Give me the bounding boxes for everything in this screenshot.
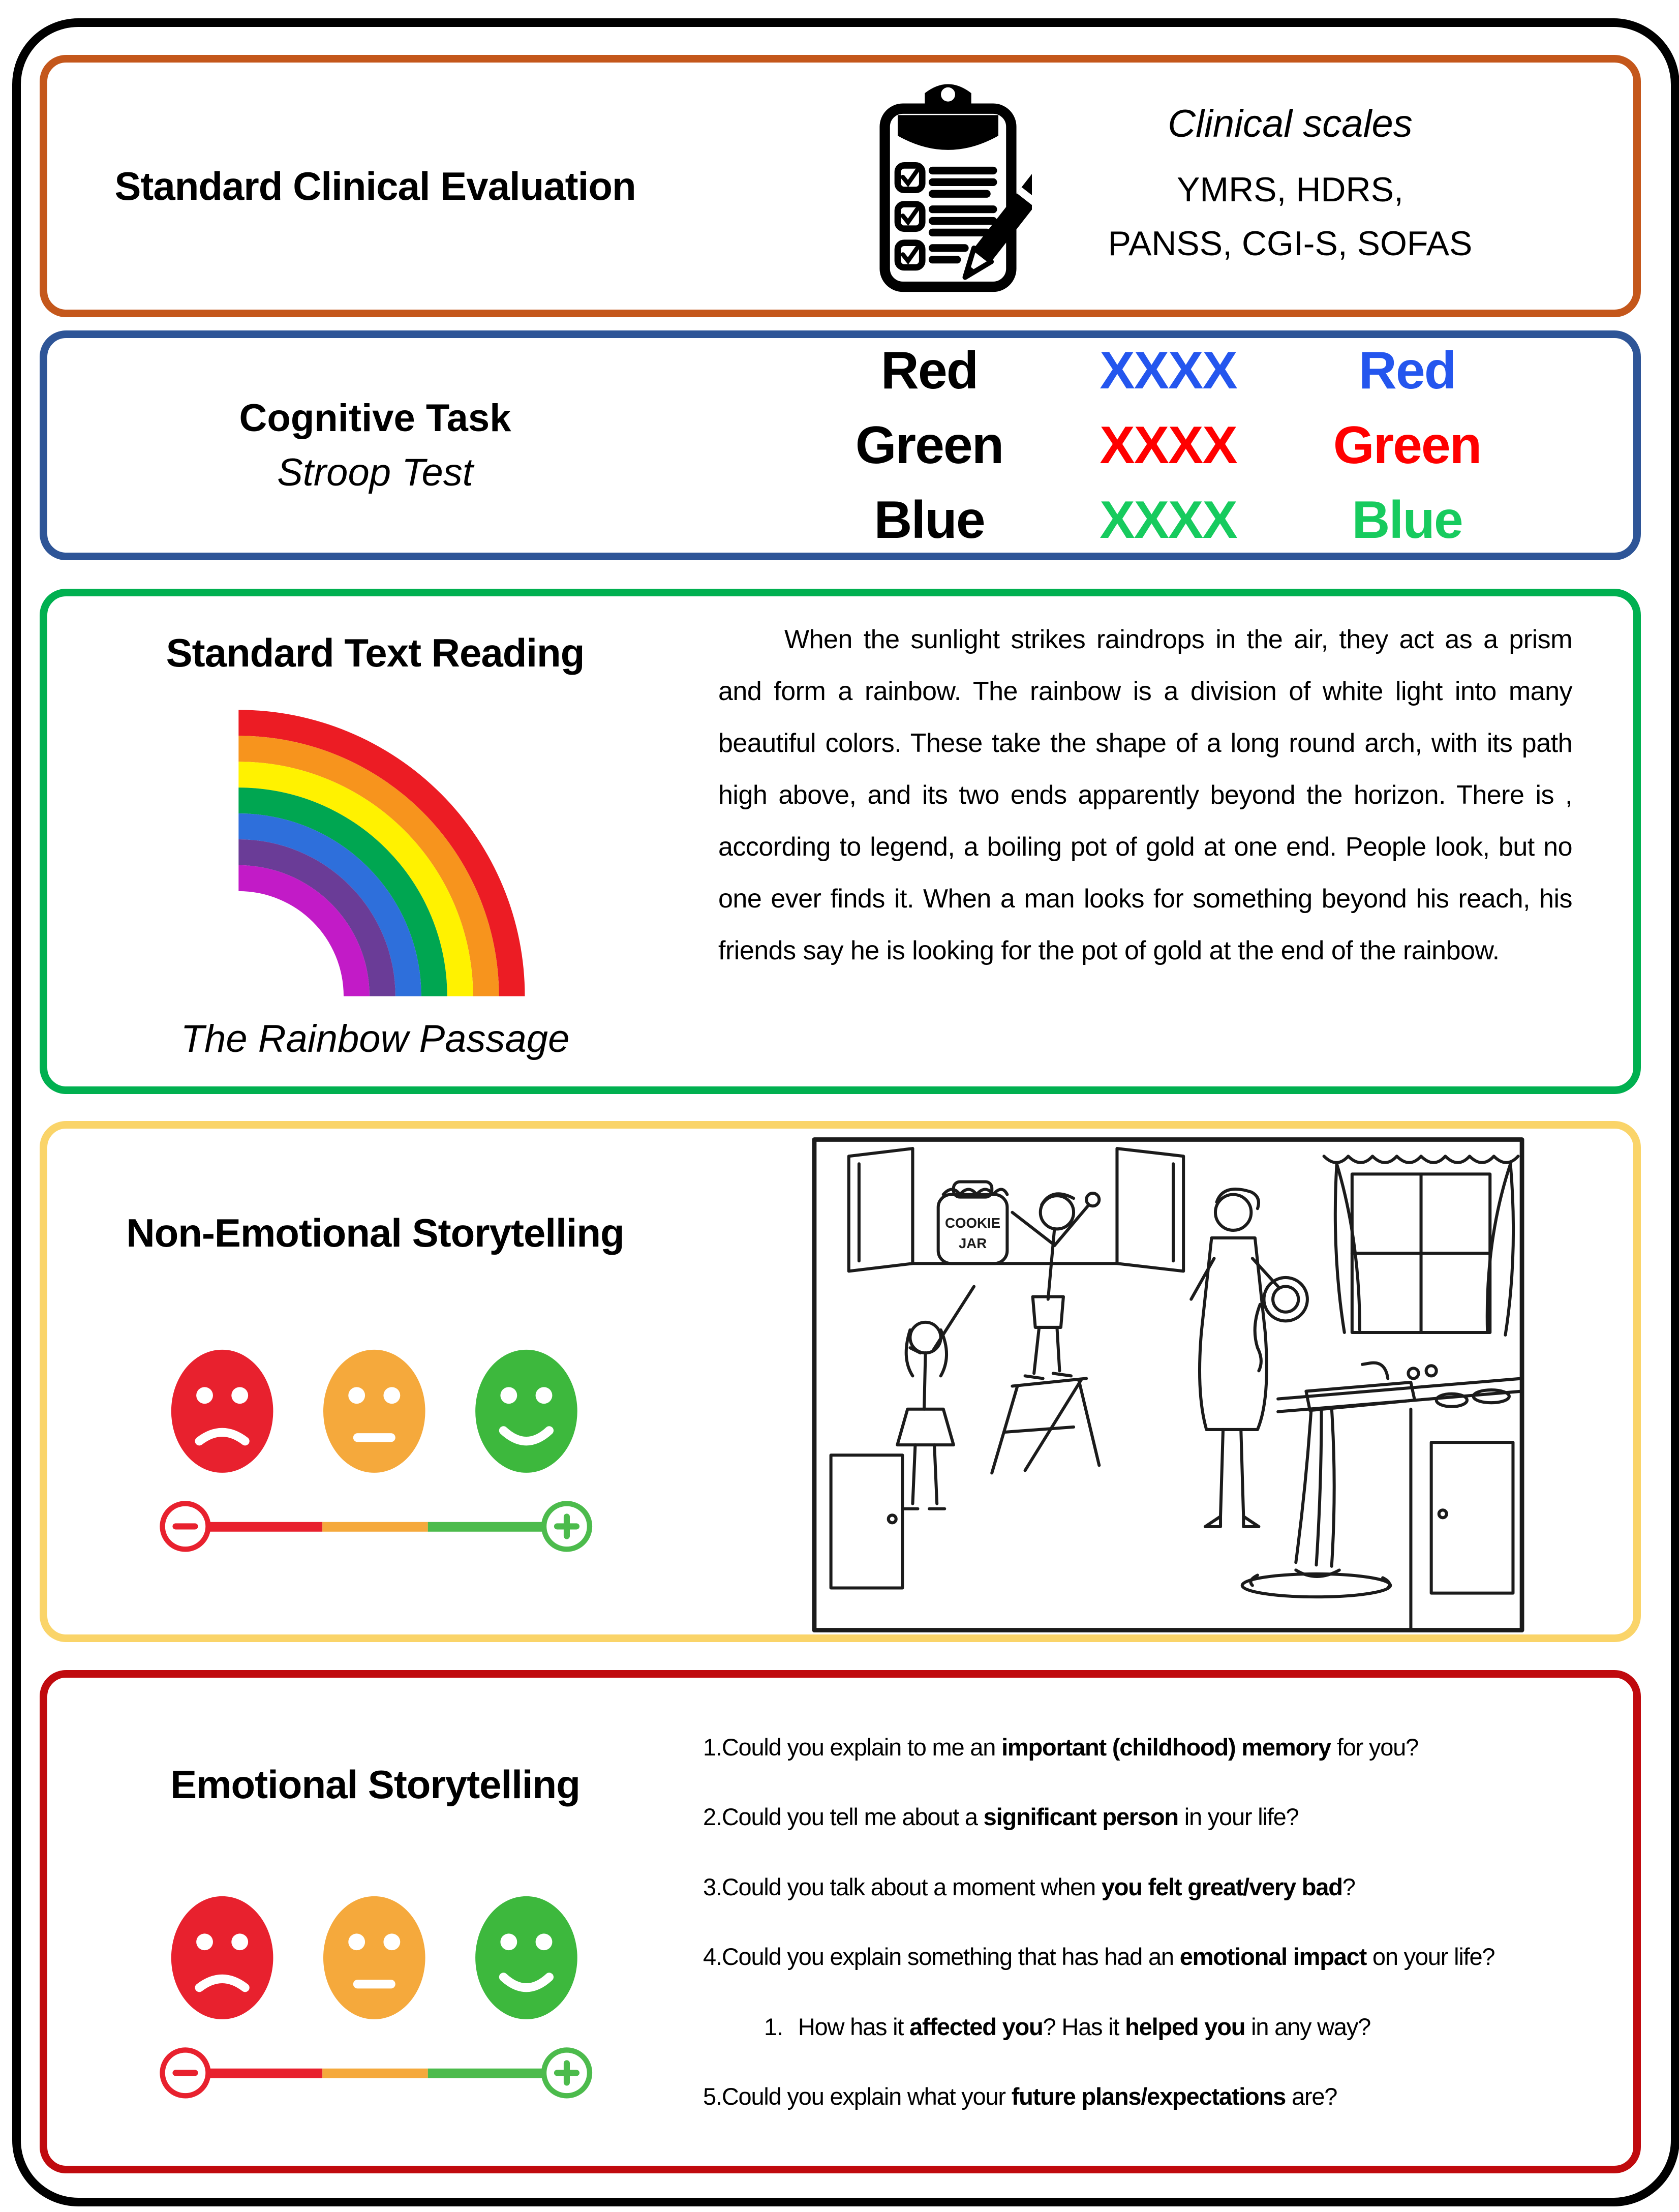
panel-clinical-evaluation xyxy=(40,55,1641,317)
question-number: 1. xyxy=(703,1733,722,1761)
sad-face-icon xyxy=(171,1896,273,2019)
panel-text-reading xyxy=(40,589,1641,1094)
stroop-xxxx: XXXX xyxy=(1100,415,1237,475)
svg-text:JAR: JAR xyxy=(958,1235,987,1252)
stroop-word-black: Blue xyxy=(874,490,985,550)
stroop-word-colored: Green xyxy=(1333,415,1481,475)
question-item: 1.Could you explain to me an important (childhood) memory for you? xyxy=(703,1733,1419,1761)
rainbow-passage-text: When the sunlight strikes raindrops in the air, they act as a prism and form a rainbow. The rainbow is a division of white light into many beautiful colors. These take the shape of a long round arch, with its path high above, and its two ends apparently beyond the horizon. There is , according to legend, a boiling pot of gold at one end. People look, but no one ever finds it. When a man looks for something beyond his reach, his friends say he is looking for the pot of gold at the end of the rainbow. xyxy=(718,625,1572,965)
happy-face-icon xyxy=(475,1896,577,2019)
stroop-xxxx: XXXX xyxy=(1100,341,1237,400)
question-number: 5. xyxy=(703,2083,722,2110)
stroop-word-black: Green xyxy=(855,415,1003,475)
stroop-word-colored: Blue xyxy=(1352,490,1462,550)
valence-slider xyxy=(163,1503,590,1549)
stroop-row xyxy=(810,341,1527,401)
question-item: 2.Could you tell me about a significant person in your life? xyxy=(703,1803,1299,1831)
question-item: 5.Could you explain what your future plans/expectations are? xyxy=(703,2083,1337,2110)
question-number: 3. xyxy=(703,1873,722,1900)
emotional-questions-list xyxy=(703,1678,1633,2166)
clinical-panel-title: Standard Clinical Evaluation xyxy=(114,163,636,208)
non-emotional-panel-title: Non-Emotional Storytelling xyxy=(126,1210,624,1255)
valence-slider xyxy=(163,2050,590,2096)
question-number: 4. xyxy=(703,1943,722,1971)
clinical-scales-line: YMRS, HDRS, xyxy=(1177,170,1403,209)
stroop-word-black: Red xyxy=(880,341,978,400)
valence-scale-faces xyxy=(146,1343,604,1554)
emotional-panel-title: Emotional Storytelling xyxy=(170,1762,580,1807)
stroop-row xyxy=(810,490,1527,551)
stroop-row xyxy=(810,415,1527,476)
stroop-grid xyxy=(810,341,1527,551)
question-number: 2. xyxy=(703,1803,722,1831)
cookie-theft-picture xyxy=(810,1136,1526,1634)
clinical-scales-line: PANSS, CGI-S, SOFAS xyxy=(1108,224,1473,263)
valence-scale-faces xyxy=(146,1889,604,2100)
question-item: 3.Could you talk about a moment when you felt great/very bad? xyxy=(703,1873,1355,1900)
rainbow-passage-caption: The Rainbow Passage xyxy=(180,1017,570,1060)
neutral-face-icon xyxy=(323,1350,425,1473)
clinical-scales-title: Clinical scales xyxy=(1168,102,1413,146)
cognitive-panel-title: Cognitive Task xyxy=(239,397,511,440)
question-number: 1. xyxy=(764,2013,783,2040)
cognitive-panel-subtitle: Stroop Test xyxy=(277,451,473,494)
rainbow-icon xyxy=(218,689,533,1004)
panel-non-emotional-storytelling xyxy=(40,1121,1641,1642)
stroop-xxxx: XXXX xyxy=(1100,490,1237,550)
clipboard-checklist-icon xyxy=(864,69,1032,304)
panel-cognitive-task xyxy=(40,330,1641,560)
cookie-jar-label: COOKIE xyxy=(945,1215,1001,1231)
stroop-word-colored: Red xyxy=(1358,341,1456,400)
happy-face-icon xyxy=(475,1350,577,1473)
sad-face-icon xyxy=(171,1350,273,1473)
panel-emotional-storytelling xyxy=(40,1670,1641,2173)
neutral-face-icon xyxy=(323,1896,425,2019)
sub-question-item: 1. How has it affected you? Has it helped you in any way? xyxy=(764,2013,1371,2040)
question-item: 4.Could you explain something that has had an emotional impact on your life? xyxy=(703,1943,1495,1971)
reading-panel-title: Standard Text Reading xyxy=(166,630,585,675)
